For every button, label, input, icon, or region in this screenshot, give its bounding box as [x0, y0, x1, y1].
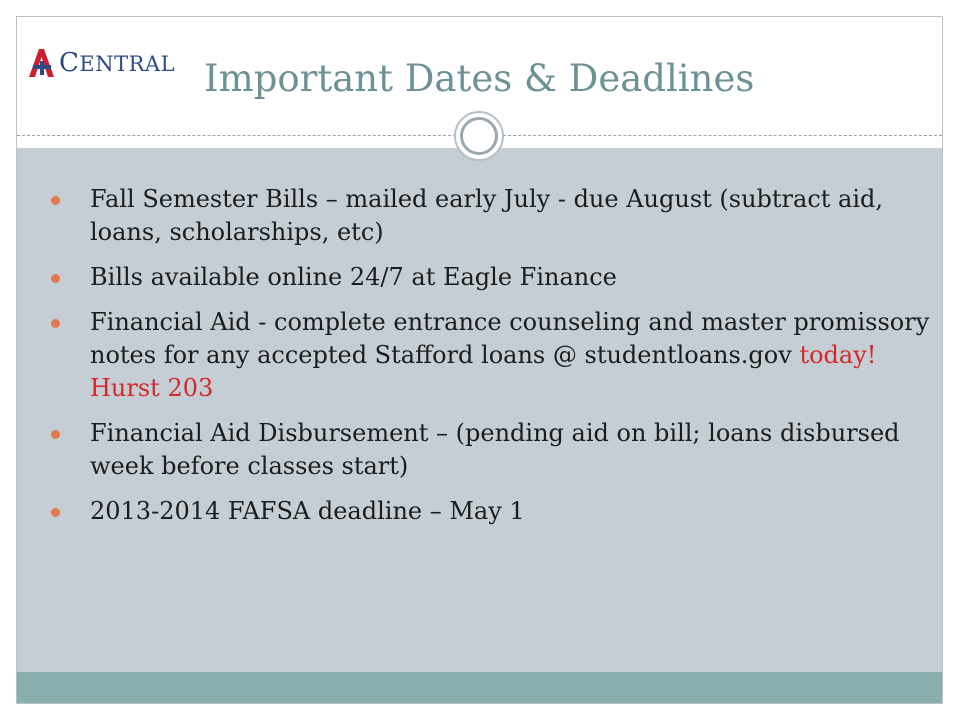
circle-ornament-icon [454, 111, 504, 161]
slide-frame [16, 16, 943, 704]
bottom-band [17, 672, 942, 704]
slide-title: Important Dates & Deadlines [204, 57, 755, 100]
american-university-logo [27, 43, 175, 83]
bullet-item-online-bills: Bills available online 24/7 at Eagle Finance [73, 261, 933, 294]
bullet-item-financial-aid: Financial Aid - complete entrance counseling and master promissory notes for any accepted Stafford loans @ studentloans.gov today! Hurst 203 [73, 306, 933, 405]
bullet-item-fafsa-deadline: 2013-2014 FAFSA deadline – May 1 [73, 495, 933, 528]
bullet-list [73, 183, 933, 540]
bullet-dot-icon [51, 319, 60, 328]
highlight-text: today! Hurst 203 [90, 341, 877, 402]
au-logo-mark-icon [27, 47, 57, 79]
bullet-dot-icon [51, 196, 60, 205]
bullet-dot-icon [51, 274, 60, 283]
logo-wordmark: CENTRAL [59, 48, 176, 78]
bullet-item-fall-bills: Fall Semester Bills – mailed early July - due August (subtract aid, loans, scholarships, etc) [73, 183, 933, 249]
bullet-item-disbursement: Financial Aid Disbursement – (pending aid on bill; loans disbursed week before classes start) [73, 417, 933, 483]
bullet-dot-icon [51, 508, 60, 517]
bullet-dot-icon [51, 430, 60, 439]
